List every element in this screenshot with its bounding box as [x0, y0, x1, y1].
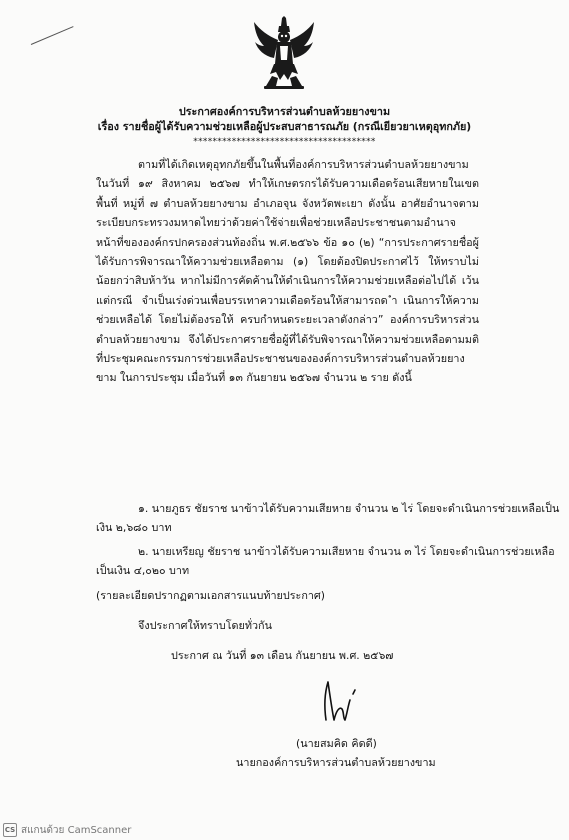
announcement-subject: เรื่อง รายชื่อผู้ได้รับความช่วยเหลือผู้ประสบสาธารณภัย (กรณีเยียวยาเหตุอุทกภัย) — [97, 120, 472, 133]
attachment-note: (รายละเอียดปรากฏตามเอกสารแนบท้ายประกาศ) — [96, 589, 326, 602]
closing-statement: จึงประกาศให้ทราบโดยทั่วกัน — [138, 619, 272, 632]
list-item-1-line-1: ๑. นายภูธร ชัยราช นาข้าวได้รับความเสียหาย จำนวน ๒ ไร่ โดยจะดำเนินการช่วยเหลือเป็น — [138, 502, 560, 515]
list-item-1-line-2: เงิน ๒,๖๘๐ บาท — [96, 521, 172, 534]
list-item-2-line-1: ๒. นายเหรียญ ชัยราช นาข้าวได้รับความเสียหาย จำนวน ๓ ไร่ โดยจะดำเนินการช่วยเหลือ — [138, 545, 555, 558]
title-separator: ************************************** — [193, 137, 376, 147]
scan-edge-line — [31, 26, 74, 45]
camscanner-logo-icon: CS — [3, 823, 17, 837]
signatory-name: (นายสมคิด คิดดี) — [296, 737, 377, 750]
scanner-watermark — [0, 820, 131, 840]
garuda-emblem-icon — [252, 16, 316, 98]
main-paragraph: ตามที่ได้เกิดเหตุอุทกภัยขึ้นในพื้นที่องค์การบริหารส่วนตำบลห้วยยางขาม ในวันที่ ๑๙ สิงหาคม ๒๕๖๗ ทำให้เกษตรกรได้รับความเดือดร้อนเสียหายในเขตพื้นที่ หมู่ที่ ๗ ตำบลห้วยยางขาม อำเภอจุน จังหวัดพะเยา ดังนั้น อาศัยอำนาจตาม ระเบียบกระทรวงมหาดไทยว่าด้วยค่าใช้จ่ายเพื่อช่วยเหลือประชาชนตามอำนาจหน้าที่ขององค์กรปกครองส่วนท้องถิ่น พ.ศ.๒๕๖๖ ข้อ ๑๐ (๒) “การประกาศรายชื่อผู้ได้รับการพิจารณาให้ความช่วยเหลือตาม (๑) โดยต้องปิดประกาศไว้ ให้ทราบไม่น้อยกว่าสิบห้าวัน หากไม่มีการคัดค้านให้ดำเนินการให้ความช่วยเหลือต่อไปได้ เว้นแต่กรณี จำเป็นเร่งด่วนเพื่อบรรเทาความเดือดร้อนให้สามารถด ำเนินการให้ความช่วยเหลือได้ โดยไม่ต้องรอให้ ครบกำหนดระยะเวลาดังกล่าว” องค์การบริหารส่วนตำบลห้วยยางขาม จึงได้ประกาศรายชื่อผู้ที่ได้รับพิจารณาให้ความช่วยเหลือตามมติที่ประชุมคณะกรรมการช่วยเหลือประชาชนขององค์การบริหารส่วนตำบลห้วยยางขาม ในการประชุม เมื่อวันที่ ๑๓ กันยายน ๒๕๖๗ จำนวน ๒ ราย ดังนี้ — [96, 158, 479, 385]
announcement-title: ประกาศองค์การบริหารส่วนตำบลห้วยยางขาม — [178, 105, 391, 118]
scanner-label: สแกนด้วย CamScanner — [21, 824, 132, 836]
handwritten-signature — [312, 676, 372, 728]
list-item-2-line-2: เป็นเงิน ๔,๐๒๐ บาท — [96, 564, 190, 577]
announcement-date: ประกาศ ณ วันที่ ๑๓ เดือน กันยายน พ.ศ. ๒๕๖๗ — [171, 649, 394, 662]
signatory-position: นายกองค์การบริหารส่วนตำบลห้วยยางขาม — [236, 756, 436, 769]
